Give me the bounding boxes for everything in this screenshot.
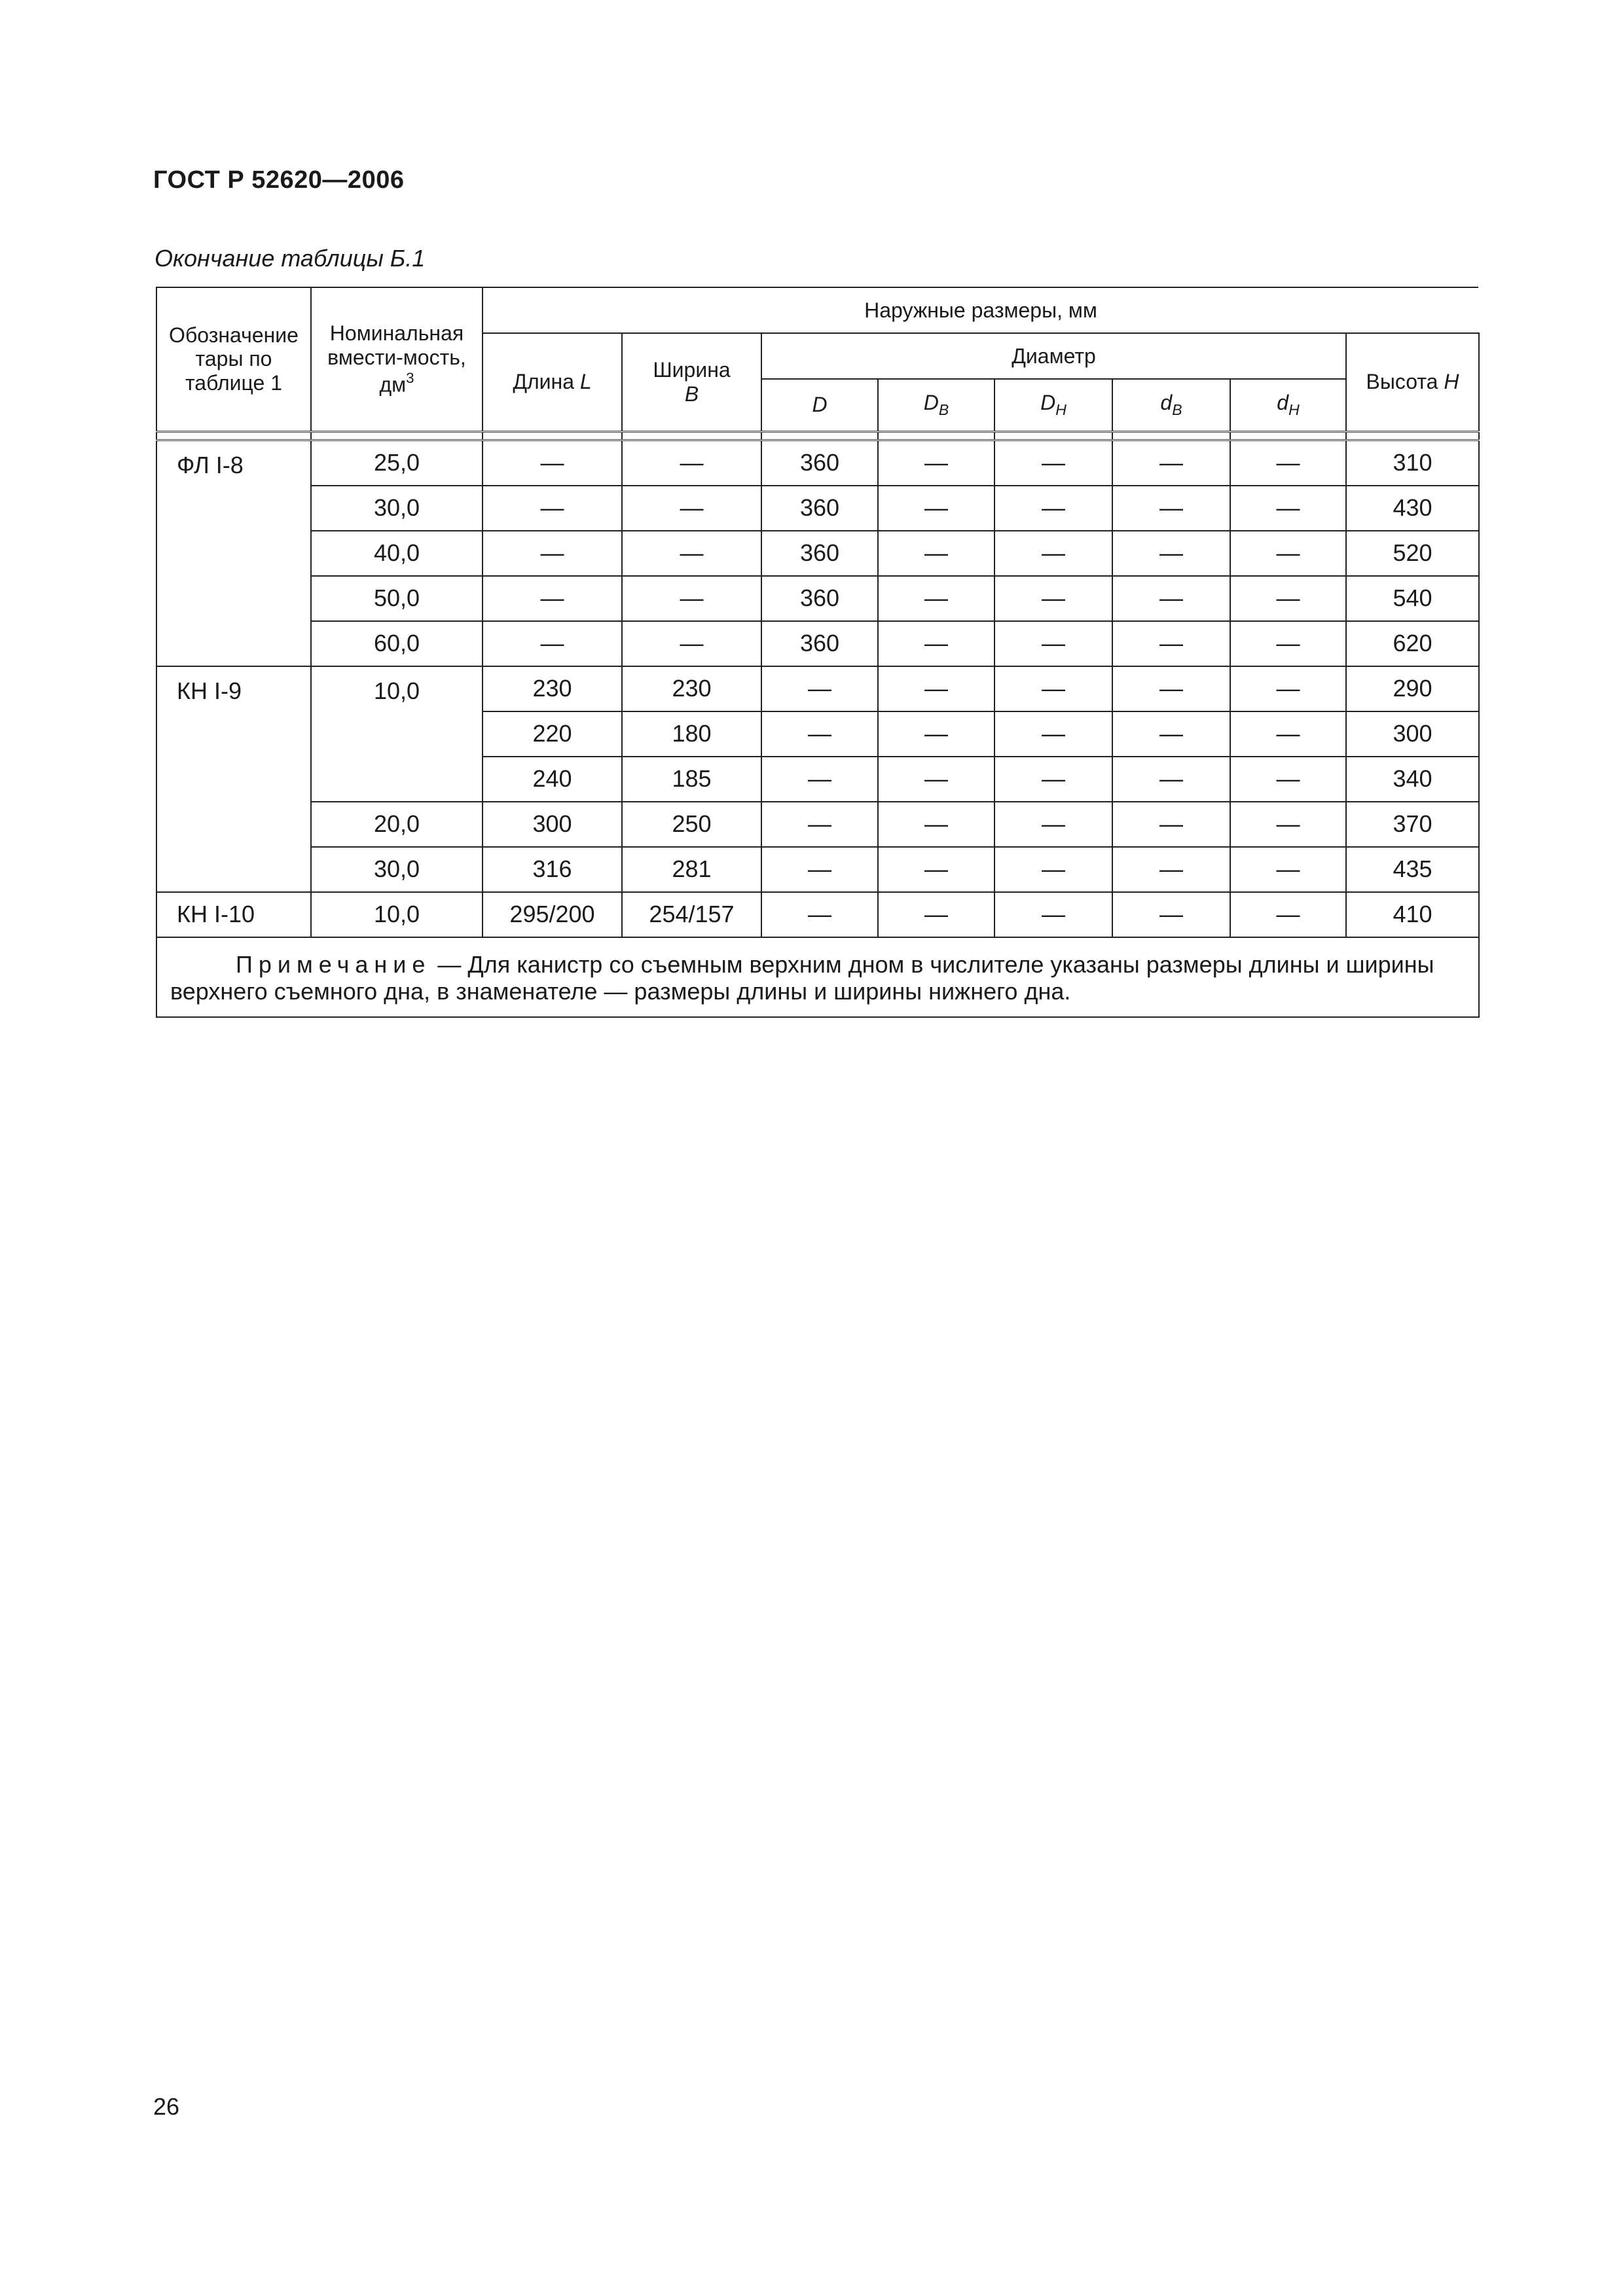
small-d-lower-cell: — <box>1230 531 1346 576</box>
length-cell: 240 <box>483 757 622 802</box>
small-d-upper-cell: — <box>1112 711 1230 757</box>
header-small-d-lower: $d_Н$ <box>1230 379 1346 431</box>
d-cell: 360 <box>761 486 878 531</box>
length-cell: — <box>483 486 622 531</box>
small-d-lower-cell: — <box>1230 621 1346 666</box>
small-d-upper-cell: — <box>1112 757 1230 802</box>
header-height: Высота H <box>1346 333 1479 431</box>
height-cell: 430 <box>1346 486 1479 531</box>
header-diameter: Диаметр <box>761 333 1346 379</box>
small-d-lower-cell: — <box>1230 711 1346 757</box>
height-cell: 340 <box>1346 757 1479 802</box>
d-cell: — <box>761 757 878 802</box>
length-cell: 316 <box>483 847 622 892</box>
small-d-upper-cell: — <box>1112 892 1230 937</box>
width-cell: 281 <box>622 847 761 892</box>
table-row <box>156 486 1479 531</box>
length-cell: 230 <box>483 666 622 711</box>
d-upper-cell: — <box>878 757 994 802</box>
capacity-cell: 50,0 <box>311 576 483 621</box>
note-text: — Для канистр со съемным верхним дном в числителе указаны размеры длины и ширины верхнего съемного дна, в знаменателе — размеры длины и ширины нижнего дна. <box>170 950 1434 1005</box>
d-upper-cell: — <box>878 666 994 711</box>
table-row <box>156 802 1479 847</box>
d-cell: — <box>761 847 878 892</box>
header-d: D <box>761 379 878 431</box>
table-row <box>156 531 1479 576</box>
capacity-cell: 20,0 <box>311 802 483 847</box>
small-d-lower-cell: — <box>1230 576 1346 621</box>
d-cell: 360 <box>761 531 878 576</box>
width-cell: — <box>622 576 761 621</box>
d-lower-cell: — <box>994 621 1112 666</box>
header-small-d-upper: $d_В$ <box>1112 379 1230 431</box>
d-upper-cell: — <box>878 531 994 576</box>
width-cell: 185 <box>622 757 761 802</box>
header-d-upper: $D_В$ <box>878 379 994 431</box>
page-number: 26 <box>153 2093 180 2120</box>
capacity-cell: 25,0 <box>311 440 483 486</box>
width-cell: 180 <box>622 711 761 757</box>
height-cell: 435 <box>1346 847 1479 892</box>
dimensions-table <box>156 287 1480 1018</box>
capacity-cell: 30,0 <box>311 486 483 531</box>
table-row <box>156 621 1479 666</box>
table-row <box>156 576 1479 621</box>
d-cell: 360 <box>761 621 878 666</box>
height-cell: 540 <box>1346 576 1479 621</box>
small-d-lower-cell: — <box>1230 892 1346 937</box>
height-cell: 300 <box>1346 711 1479 757</box>
small-d-upper-cell: — <box>1112 440 1230 486</box>
length-cell: — <box>483 621 622 666</box>
table-row <box>156 666 1479 711</box>
designation-cell: ФЛ I-8 <box>156 440 311 666</box>
length-cell: 300 <box>483 802 622 847</box>
small-d-lower-cell: — <box>1230 440 1346 486</box>
d-cell: — <box>761 802 878 847</box>
small-d-upper-cell: — <box>1112 576 1230 621</box>
header-d-lower: $D_Н$ <box>994 379 1112 431</box>
d-upper-cell: — <box>878 576 994 621</box>
d-lower-cell: — <box>994 711 1112 757</box>
width-cell: — <box>622 486 761 531</box>
note-row <box>156 937 1479 1018</box>
d-upper-cell: — <box>878 802 994 847</box>
small-d-lower-cell: — <box>1230 802 1346 847</box>
small-d-upper-cell: — <box>1112 847 1230 892</box>
d-upper-cell: — <box>878 440 994 486</box>
designation-cell: КН I-10 <box>156 892 311 937</box>
d-lower-cell: — <box>994 757 1112 802</box>
width-cell: — <box>622 531 761 576</box>
length-cell: — <box>483 531 622 576</box>
height-cell: 520 <box>1346 531 1479 576</box>
length-cell: 220 <box>483 711 622 757</box>
d-lower-cell: — <box>994 666 1112 711</box>
small-d-lower-cell: — <box>1230 757 1346 802</box>
small-d-lower-cell: — <box>1230 486 1346 531</box>
capacity-cell: 10,0 <box>311 892 483 937</box>
width-cell: 230 <box>622 666 761 711</box>
width-cell: 254/157 <box>622 892 761 937</box>
header-length: Длина L <box>483 333 622 431</box>
header-designation: Обозначение тары по таблице 1 <box>156 287 311 431</box>
d-lower-cell: — <box>994 531 1112 576</box>
header-outer-dimensions: Наружные размеры, мм <box>483 287 1479 333</box>
small-d-upper-cell: — <box>1112 531 1230 576</box>
d-upper-cell: — <box>878 486 994 531</box>
table-row <box>156 847 1479 892</box>
height-cell: 410 <box>1346 892 1479 937</box>
height-cell: 290 <box>1346 666 1479 711</box>
capacity-cell: 30,0 <box>311 847 483 892</box>
capacity-cell: 10,0 <box>311 666 483 802</box>
d-upper-cell: — <box>878 892 994 937</box>
d-upper-cell: — <box>878 711 994 757</box>
length-cell: — <box>483 440 622 486</box>
small-d-upper-cell: — <box>1112 666 1230 711</box>
capacity-cell: 40,0 <box>311 531 483 576</box>
table-row <box>156 892 1479 937</box>
width-cell: — <box>622 440 761 486</box>
d-lower-cell: — <box>994 576 1112 621</box>
d-lower-cell: — <box>994 440 1112 486</box>
height-cell: 370 <box>1346 802 1479 847</box>
d-upper-cell: — <box>878 847 994 892</box>
table-row <box>156 440 1479 486</box>
d-cell: 360 <box>761 576 878 621</box>
d-lower-cell: — <box>994 847 1112 892</box>
table-note <box>156 937 1479 1018</box>
height-cell: 310 <box>1346 440 1479 486</box>
d-upper-cell: — <box>878 621 994 666</box>
d-lower-cell: — <box>994 802 1112 847</box>
note-label: Примечание <box>236 950 431 978</box>
small-d-upper-cell: — <box>1112 802 1230 847</box>
header-width: Ширина B <box>622 333 761 431</box>
small-d-upper-cell: — <box>1112 486 1230 531</box>
d-cell: — <box>761 711 878 757</box>
small-d-upper-cell: — <box>1112 621 1230 666</box>
d-cell: — <box>761 666 878 711</box>
length-cell: 295/200 <box>483 892 622 937</box>
width-cell: — <box>622 621 761 666</box>
width-cell: 250 <box>622 802 761 847</box>
capacity-cell: 60,0 <box>311 621 483 666</box>
small-d-lower-cell: — <box>1230 847 1346 892</box>
height-cell: 620 <box>1346 621 1479 666</box>
small-d-lower-cell: — <box>1230 666 1346 711</box>
d-lower-cell: — <box>994 892 1112 937</box>
document-code: ГОСТ Р 52620—2006 <box>153 166 405 194</box>
length-cell: — <box>483 576 622 621</box>
d-cell: 360 <box>761 440 878 486</box>
designation-cell: КН I-9 <box>156 666 311 892</box>
d-cell: — <box>761 892 878 937</box>
table-caption: Окончание таблицы Б.1 <box>155 245 426 272</box>
d-lower-cell: — <box>994 486 1112 531</box>
header-capacity: Номинальная вмести-мость, $дм^3$ <box>311 287 483 431</box>
